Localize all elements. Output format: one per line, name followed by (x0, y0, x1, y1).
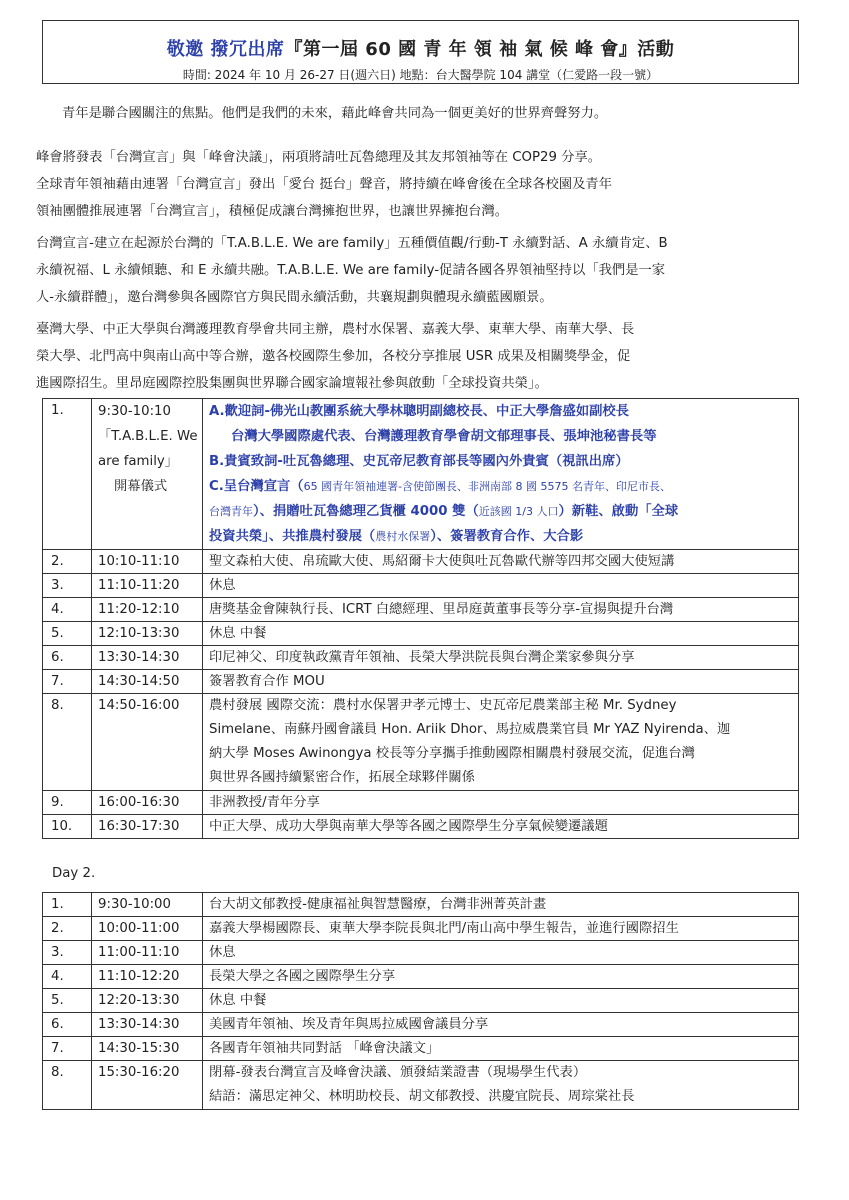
row-activity: 休息 中餐 (203, 622, 799, 646)
row-time: 11:10-12:20 (92, 965, 203, 989)
text-line: 台灣宣言-建立在起源於台灣的「T.A.B.L.E. We are family」五種價值觀/行動-T 永續對話、A 永續肯定、B (36, 236, 668, 251)
day1-schedule-table (42, 398, 799, 839)
row-number: 1. (43, 893, 92, 917)
table-row (43, 791, 799, 815)
row-number: 3. (43, 574, 92, 598)
table-row (43, 550, 799, 574)
row-activity: 美國青年領袖、埃及青年與馬拉威國會議員分享 (203, 1013, 799, 1037)
text-line: 人-永續群體」，邀台灣參與各國際官方與民間永續活動，共襄規劃與體現永續藍國願景。 (36, 290, 553, 305)
text-line: 峰會將發表「台灣宣言」與「峰會決議」，兩項將請吐瓦魯總理及其友邦領袖等在 COP29 分享。 (36, 150, 602, 165)
row-time: 15:30-16:20 (92, 1061, 203, 1110)
row-number: 10. (43, 815, 92, 839)
row-time: 13:30-14:30 (92, 1013, 203, 1037)
text-segment: 近該國 1/3 人口 (478, 505, 559, 518)
activity-line: 與世界各國持續緊密合作，拓展全球夥伴關係 (209, 770, 475, 785)
row-activity: 中正大學、成功大學與南華大學等各國之國際學生分享氣候變遷議題 (203, 815, 799, 839)
time-range: 9:30-10:10 (98, 404, 171, 419)
invite-text: 敬邀 撥冗出席 (166, 39, 285, 60)
row-activity (203, 399, 799, 550)
table-row (43, 694, 799, 791)
text-segment: 投資共榮」、共推農村發展（ (209, 529, 376, 544)
text-line: 臺灣大學、中正大學與台灣護理教育學會共同主辦，農村水保署、嘉義大學、東華大學、南華大學、長 (36, 322, 635, 337)
row-activity: 各國青年領袖共同對話 「峰會決議文」 (203, 1037, 799, 1061)
row-number: 8. (43, 694, 92, 791)
table-row (43, 989, 799, 1013)
activity-line: Simelane、南蘇丹國會議員 Hon. Ariik Dhor、馬拉威農業官員 Mr YAZ Nyirenda、迦 (209, 722, 731, 737)
text-line: 全球青年領袖藉由連署「台灣宣言」發出「愛台 挺台」聲音，將持續在峰會後在全球各校園及青年 (36, 177, 612, 192)
table-row (43, 1061, 799, 1110)
row-time: 10:10-11:10 (92, 550, 203, 574)
row-activity: 休息 (203, 574, 799, 598)
activity-line (209, 499, 792, 524)
text-segment: 台灣青年 (209, 505, 253, 518)
activity-line: 結語：滿思定神父、林明助校長、胡文郁教授、洪慶宜院長、周琮棠社長 (209, 1089, 635, 1104)
row-number: 9. (43, 791, 92, 815)
row-time (92, 399, 203, 550)
table-row (43, 399, 799, 550)
row-time: 13:30-14:30 (92, 646, 203, 670)
row-number: 7. (43, 670, 92, 694)
row-activity: 休息 (203, 941, 799, 965)
text-line: 榮大學、北門高中與南山高中等合辦，邀各校國際生參加，各校分享推展 USR 成果及相關獎學金，促 (36, 349, 631, 364)
row-time: 12:10-13:30 (92, 622, 203, 646)
table-row (43, 1013, 799, 1037)
session-name: are family」 (98, 454, 179, 469)
event-header (42, 20, 799, 84)
day2-label: Day 2. (52, 866, 96, 881)
row-activity: 台大胡文郁教授-健康福祉與智慧醫療，台灣非洲菁英計畫 (203, 893, 799, 917)
activity-line: A.歡迎詞-佛光山教團系統大學林聰明副總校長、中正大學詹盛如副校長 (209, 404, 630, 419)
intro-paragraph-4 (36, 316, 816, 397)
row-time: 11:00-11:10 (92, 941, 203, 965)
row-activity (203, 694, 799, 791)
row-number: 7. (43, 1037, 92, 1061)
activity-line: 閉幕-發表台灣宣言及峰會決議、頒發結業證書（現場學生代表） (209, 1065, 587, 1080)
row-time: 16:00-16:30 (92, 791, 203, 815)
row-activity: 聖文森柏大使、帛琉歐大使、馬紹爾卡大使與吐瓦魯歐代辦等四邦交國大使短講 (203, 550, 799, 574)
time-place: 時間: 2024 年 10 月 26-27 日(週六日) 地點：台大醫學院 104 講堂（仁愛路一段一號） (182, 68, 659, 82)
activity-line: B.貴賓致詞-吐瓦魯總理、史瓦帝尼教育部長等國內外貴賓（視訊出席） (209, 454, 629, 469)
row-number: 6. (43, 646, 92, 670)
row-time: 16:30-17:30 (92, 815, 203, 839)
session-name: 開幕儀式 (114, 479, 168, 494)
event-title (43, 35, 798, 61)
row-time: 12:20-13:30 (92, 989, 203, 1013)
row-activity: 長榮大學之各國之國際學生分享 (203, 965, 799, 989)
activity-line (209, 524, 792, 549)
row-time: 10:00-11:00 (92, 917, 203, 941)
table-row (43, 646, 799, 670)
text-segment: ）新鞋、啟動「全球 (558, 504, 679, 519)
table-row (43, 1037, 799, 1061)
row-time: 11:20-12:10 (92, 598, 203, 622)
row-number: 4. (43, 598, 92, 622)
activity-line (209, 474, 792, 499)
row-time: 9:30-10:00 (92, 893, 203, 917)
table-row (43, 670, 799, 694)
row-activity: 休息 中餐 (203, 989, 799, 1013)
table-row (43, 598, 799, 622)
row-number: 4. (43, 965, 92, 989)
table-row (43, 917, 799, 941)
text-line: 永續祝福、L 永續傾聽、和 E 永續共融。T.A.B.L.E. We are family-促請各國各界領袖堅持以「我們是一家 (36, 263, 666, 278)
intro-paragraph-1: 青年是聯合國關注的焦點。他們是我們的未來，藉此峰會共同為一個更美好的世界齊聲努力。 (62, 106, 608, 121)
activity-line: 納大學 Moses Awinongya 校長等分享攜手推動國際相關農村發展交流，促進台灣 (209, 746, 695, 761)
row-activity: 嘉義大學楊國際長、東華大學李院長與北門/南山高中學生報告，並進行國際招生 (203, 917, 799, 941)
row-activity (203, 1061, 799, 1110)
row-time: 11:10-11:20 (92, 574, 203, 598)
table-row (43, 815, 799, 839)
text-segment: ）、簽署教育合作、大合影 (430, 529, 584, 544)
row-time: 14:30-14:50 (92, 670, 203, 694)
row-activity: 印尼神父、印度執政黨青年領袖、長榮大學洪院長與台灣企業家參與分享 (203, 646, 799, 670)
row-number: 5. (43, 989, 92, 1013)
row-number: 2. (43, 550, 92, 574)
event-name: 『第一屆 60 國 青 年 領 袖 氣 候 峰 會』活動 (284, 39, 675, 60)
text-segment: C.呈台灣宣言（ (209, 479, 304, 494)
table-row (43, 622, 799, 646)
activity-line: 台灣大學國際處代表、台灣護理教育學會胡文郁理事長、張坤池秘書長等 (231, 429, 657, 444)
row-number: 3. (43, 941, 92, 965)
day2-schedule-table (42, 892, 799, 1110)
row-number: 2. (43, 917, 92, 941)
text-segment: 農村水保署 (375, 530, 431, 543)
text-line: 領袖團體推展連署「台灣宣言」，積極促成讓台灣擁抱世界，也讓世界擁抱台灣。 (36, 204, 509, 219)
table-row (43, 574, 799, 598)
text-segment: 65 國青年領袖連署-含使節團長、非洲南部 8 國 5575 名青年、印尼市長、 (303, 480, 672, 493)
table-row (43, 965, 799, 989)
text-line: 進國際招生。里昂庭國際控股集團與世界聯合國家論壇報社參與啟動「全球投資共榮」。 (36, 376, 548, 391)
session-name: 「T.A.B.L.E. We (98, 429, 198, 444)
row-number: 8. (43, 1061, 92, 1110)
activity-line: 農村發展 國際交流：農村水保署尹孝元博士、史瓦帝尼農業部主秘 Mr. Sydney (209, 698, 677, 713)
row-activity: 非洲教授/青年分享 (203, 791, 799, 815)
text-segment: ）、捐贈吐瓦魯總理乙貨櫃 4000 雙（ (253, 504, 479, 519)
row-activity: 唐獎基金會陳執行長、ICRT 白總經理、里昂庭黃董事長等分享-宣揚與提升台灣 (203, 598, 799, 622)
intro-paragraph-2 (36, 144, 816, 225)
table-row (43, 941, 799, 965)
row-number: 1. (43, 399, 92, 550)
row-time: 14:30-15:30 (92, 1037, 203, 1061)
row-number: 6. (43, 1013, 92, 1037)
row-activity: 簽署教育合作 MOU (203, 670, 799, 694)
row-time: 14:50-16:00 (92, 694, 203, 791)
row-number: 5. (43, 622, 92, 646)
table-row (43, 893, 799, 917)
intro-paragraph-3 (36, 230, 816, 311)
